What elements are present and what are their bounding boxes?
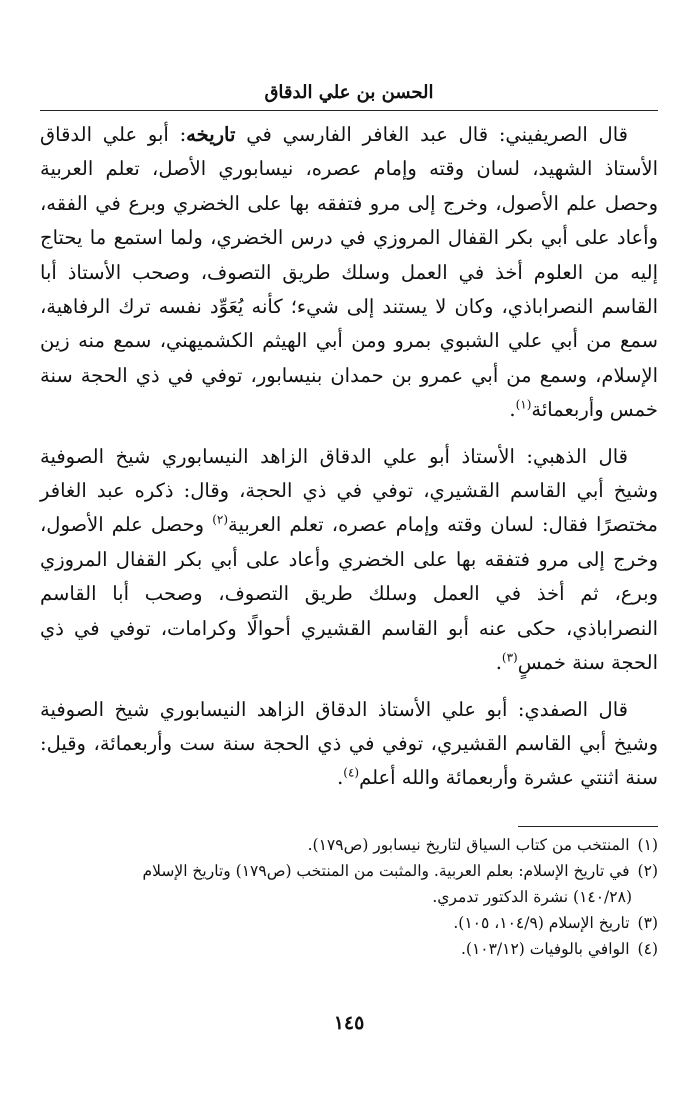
footnote-1 [40, 832, 658, 858]
paragraph-sarifini [40, 118, 658, 428]
footnote-ref-3[interactable]: (٣) [501, 650, 518, 665]
footnote-number: (٤) [637, 940, 658, 958]
footnote-ref-4[interactable]: (٤) [343, 765, 360, 780]
paragraph-dhahabi-text-b: وحصل علم الأصول، وخرج إلى مرو فتفقه بها على الخضري وأعاد على أبي بكر القفال المروزي وبرع، ثم أخذ في العمل وسلك طريق التصوف، وصحب أبا القاسم النصراباذي، حكى عنه أبو القاسم القشيري أحوالًا وكرامات، توفي في ذي الحجة سنة خمسٍ [40, 513, 658, 675]
paragraph-dhahabi-text-a: قال الذهبي: الأستاذ أبو علي الدقاق الزاهد النيسابوري شيخ الصوفية وشيخ أبي القاسم القشيري، توفي في ذي الحجة، وقال: ذكره عبد الغافر مختصرًا فقال: لسان وقته وإمام عصره، تعلم العربية [40, 444, 658, 537]
footnote-continuation: (١٤٠/٢٨) نشرة الدكتور تدمري. [432, 888, 632, 906]
footnote-2 [40, 858, 658, 910]
header-rule [40, 110, 658, 111]
footnote-ref-1[interactable]: (١) [515, 397, 532, 412]
footnote-text: المنتخب من كتاب السياق لتاريخ نيسابور (ص١٧٩). [307, 836, 630, 854]
footnote-separator [518, 826, 658, 827]
main-text [40, 118, 658, 808]
footnote-number: (١) [637, 836, 658, 854]
footnote-number: (٢) [637, 862, 658, 880]
footnote-ref-2[interactable]: (٢) [212, 512, 229, 527]
footnote-text: في تاريخ الإسلام: بعلم العربية. والمثبت من المنتخب (ص١٧٩) وتاريخ الإسلام [142, 862, 630, 880]
paragraph-dhahabi-end: . [495, 651, 502, 675]
paragraph-safadi [40, 693, 658, 796]
footnotes-list [40, 832, 658, 962]
footnote-3 [40, 910, 658, 936]
running-title: الحسن بن علي الدقاق [264, 82, 434, 103]
book-page [40, 0, 658, 1107]
book-title-tarikh: تاريخه [186, 123, 236, 146]
paragraph-safadi-end: . [337, 766, 344, 790]
footnote-number: (٣) [637, 914, 658, 932]
footnote-text: الوافي بالوفيات (١٠٣/١٢). [460, 940, 630, 958]
paragraph-sarifini-end: . [509, 398, 516, 422]
paragraph-sarifini-text: : أبو علي الدقاق الأستاذ الشهيد، لسان وقته وإمام عصره، نيسابوري الأصل، تعلم العربية وحصل علم الأصول، وخرج إلى مرو فتفقه بها على الخضري وبرع في الفقه، وأعاد على أبي بكر القفال المروزي في درس الخضري، ولما استمع ما يحتاج إليه من العلوم أخذ في العمل وسلك طريق التصوف، وصحب الأستاذ أبا القاسم النصراباذي، وكان لا يستند إلى شيء؛ كأنه يُعَوِّد نفسه ترك الرفاهية، سمع من أبي علي الشبوي بمرو ومن أبي الهيثم الكشميهني، سمع منه زين الإسلام، وسمع من أبي عمرو بن حمدان بنيسابور، توفي في ذي الحجة سنة خمس وأربعمائة [40, 123, 658, 422]
paragraph-sarifini-prefix: قال الصريفيني: قال عبد الغافر الفارسي في [235, 123, 628, 146]
footnote-text: تاريخ الإسلام (١٠٤/٩، ١٠٥). [453, 914, 630, 932]
page-number: ١٤٥ [333, 1012, 365, 1034]
paragraph-safadi-text: قال الصفدي: أبو علي الأستاذ الدقاق الزاهد النيسابوري شيخ الصوفية وشيخ أبي القاسم القشيري، توفي في ذي الحجة سنة ست وأربعمائة، وقيل: سنة اثنتي عشرة وأربعمائة والله أعلم [40, 697, 658, 790]
paragraph-dhahabi [40, 440, 658, 681]
footnote-4 [40, 936, 658, 962]
